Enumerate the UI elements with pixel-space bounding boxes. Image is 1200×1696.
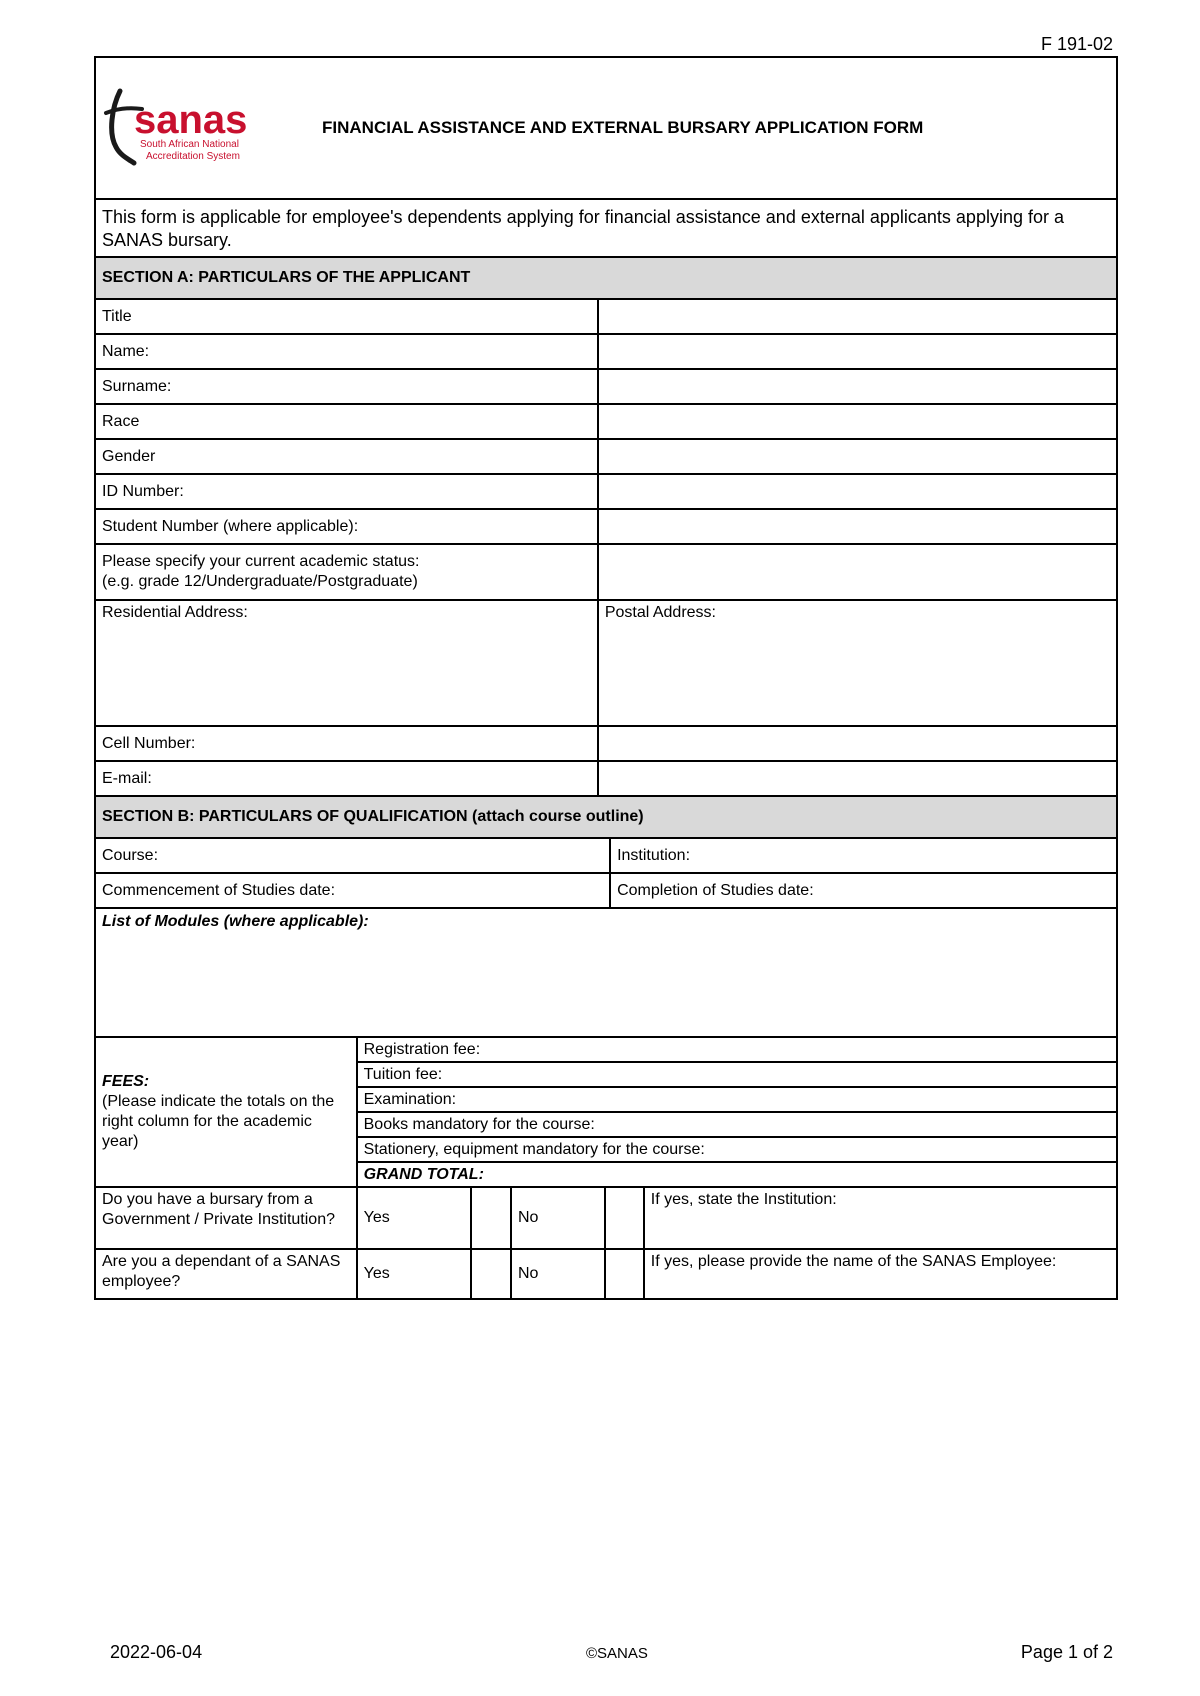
student-number-field[interactable] — [598, 509, 1117, 544]
title-field[interactable] — [598, 299, 1117, 334]
section-b-heading: SECTION B: PARTICULARS OF QUALIFICATION (attach course outline) — [95, 796, 1117, 838]
dependant-question: Are you a dependant of a SANAS employee? — [95, 1249, 357, 1299]
sanas-logo — [102, 83, 282, 173]
questions-table — [94, 1186, 1118, 1300]
svg-text:South African National: South African National — [140, 139, 239, 150]
academic-status-label: Please specify your current academic status: (e.g. grade 12/Undergraduate/Postgraduate) — [95, 544, 598, 600]
footer-date: 2022-06-04 — [110, 1642, 203, 1662]
form-header — [95, 57, 1117, 199]
gender-label: Gender — [95, 439, 598, 474]
dependant-yes-checkbox[interactable] — [471, 1249, 511, 1299]
application-form — [94, 56, 1118, 1300]
email-label: E-mail: — [95, 761, 598, 796]
tuition-fee-field[interactable]: Tuition fee: — [357, 1062, 1117, 1087]
postal-address-field[interactable]: Postal Address: — [598, 600, 1117, 726]
svg-text:Accreditation System: Accreditation System — [146, 151, 240, 162]
footer-page-number: Page 1 of 2 — [1020, 1642, 1113, 1662]
name-label: Name: — [95, 334, 598, 369]
surname-field[interactable] — [598, 369, 1117, 404]
commencement-date-field[interactable]: Commencement of Studies date: — [95, 873, 610, 908]
dependant-no-checkbox[interactable] — [605, 1249, 644, 1299]
document-code: F 191-02 — [1040, 34, 1113, 54]
name-field[interactable] — [598, 334, 1117, 369]
residential-address-field[interactable]: Residential Address: — [95, 600, 598, 726]
surname-label: Surname: — [95, 369, 598, 404]
fees-table — [94, 1036, 1118, 1188]
grand-total-field[interactable]: GRAND TOTAL: — [357, 1162, 1117, 1187]
gender-field[interactable] — [598, 439, 1117, 474]
books-fee-field[interactable]: Books mandatory for the course: — [357, 1112, 1117, 1137]
form-title: FINANCIAL ASSISTANCE AND EXTERNAL BURSARY APPLICATION FORM — [322, 118, 924, 137]
student-number-label: Student Number (where applicable): — [95, 509, 598, 544]
section-b-course-table — [94, 837, 1118, 1038]
examination-fee-field[interactable]: Examination: — [357, 1087, 1117, 1112]
stationery-fee-field[interactable]: Stationery, equipment mandatory for the course: — [357, 1137, 1117, 1162]
section-a-heading: SECTION A: PARTICULARS OF THE APPLICANT — [95, 257, 1117, 299]
bursary-institution-field[interactable]: If yes, state the Institution: — [644, 1187, 1117, 1249]
institution-field[interactable]: Institution: — [610, 838, 1117, 873]
cell-number-label: Cell Number: — [95, 726, 598, 761]
bursary-no-label: No — [511, 1187, 605, 1249]
modules-field[interactable]: List of Modules (where applicable): — [95, 908, 1117, 1037]
race-field[interactable] — [598, 404, 1117, 439]
section-a-table — [94, 56, 1118, 839]
svg-text:sanas: sanas — [134, 98, 248, 142]
dependant-yes-label: Yes — [357, 1249, 471, 1299]
id-number-field[interactable] — [598, 474, 1117, 509]
footer-copyright: ©SANAS — [586, 1645, 648, 1662]
course-field[interactable]: Course: — [95, 838, 610, 873]
email-field[interactable] — [598, 761, 1117, 796]
race-label: Race — [95, 404, 598, 439]
registration-fee-field[interactable]: Registration fee: — [357, 1037, 1117, 1062]
bursary-yes-checkbox[interactable] — [471, 1187, 511, 1249]
id-number-label: ID Number: — [95, 474, 598, 509]
bursary-question: Do you have a bursary from a Government / Private Institution? — [95, 1187, 357, 1249]
title-label: Title — [95, 299, 598, 334]
dependant-no-label: No — [511, 1249, 605, 1299]
completion-date-field[interactable]: Completion of Studies date: — [610, 873, 1117, 908]
bursary-yes-label: Yes — [357, 1187, 471, 1249]
intro-text: This form is applicable for employee's dependents applying for financial assistance and external applicants applying for a SANAS bursary. — [95, 199, 1117, 257]
academic-status-field[interactable] — [598, 544, 1117, 600]
cell-number-field[interactable] — [598, 726, 1117, 761]
sanas-employee-name-field[interactable]: If yes, please provide the name of the SANAS Employee: — [644, 1249, 1117, 1299]
bursary-no-checkbox[interactable] — [605, 1187, 644, 1249]
fees-label: FEES: (Please indicate the totals on the right column for the academic year) — [95, 1037, 357, 1187]
